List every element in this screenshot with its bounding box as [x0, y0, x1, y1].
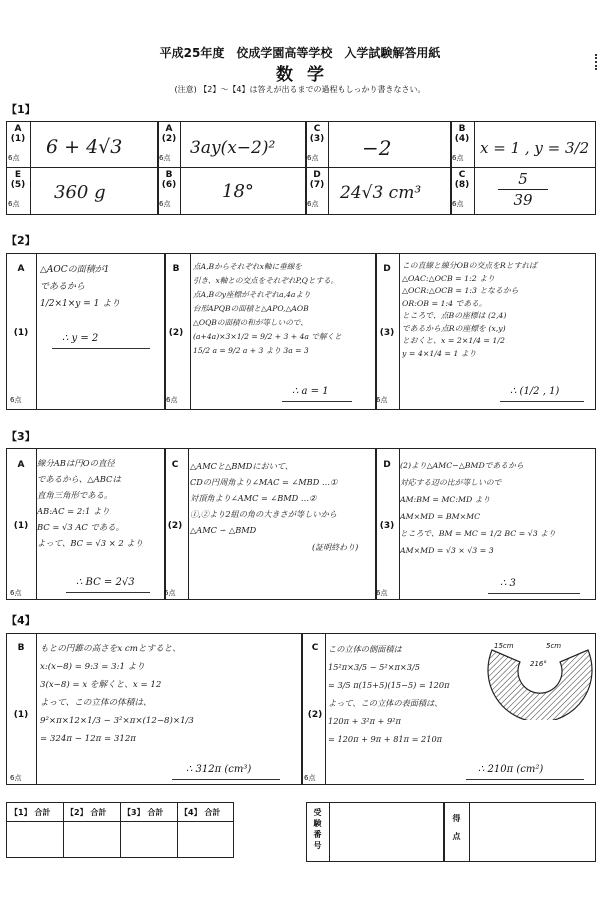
q1-4-points: 6点: [452, 154, 464, 162]
exam-number-field[interactable]: [330, 803, 442, 860]
instructions-note: (注意) 【2】〜【4】は答えが出るまでの過程もしっかり書きなさい。: [174, 85, 426, 94]
q4-2-final-answer: ∴ 210π (cm²): [478, 764, 544, 775]
q1-2-grade: A: [165, 124, 173, 134]
q4-1-final-underline: [172, 779, 280, 780]
q1-7-points: 6点: [307, 200, 319, 208]
q3-3-grade: D: [383, 460, 391, 470]
q1-8-points: 6点: [452, 200, 464, 208]
q4-2-number: (2): [307, 710, 323, 720]
q3-2-work: △AMCと△BMDにおいて、 CDの円周角より∠MAC = ∠MBD …① 対頂角より∠AMC = ∠BMD …② ①,②より2組の角の大きさが等しいから △AMC ∽ △BMD: [190, 461, 338, 535]
q1-4-label: [450, 124, 474, 163]
q1-7-label: [305, 170, 329, 209]
q1-4-number: (4): [454, 134, 470, 144]
q1-8-grade: C: [458, 170, 466, 180]
q3-3-work: (2)より△AMC∽△BMDであるから 対応する辺の比が等しいので AM:BM = MC:MD より AM×MD = BM×MC ところで、BM = MC = 1/2 BC = √3 より AM×MD = √3 × √3 = 3: [400, 461, 556, 555]
q1-5-number: (5): [10, 180, 26, 190]
subject-title: 数学: [276, 65, 338, 85]
q2-1-work: △AOCの面積が1 であるから 1/2×1×y = 1 より: [40, 265, 121, 309]
cone-net-label-angle: 216°: [530, 660, 547, 668]
q1-7-number: (7): [309, 180, 325, 190]
q1-8-fraction-bar: [498, 189, 548, 190]
q3-3-final-underline: [488, 593, 580, 594]
q1-1-grade: A: [14, 124, 22, 134]
page-edge-marks: [595, 54, 598, 70]
score-field[interactable]: [470, 803, 594, 860]
q1-8-denominator: 39: [513, 191, 533, 209]
q2-3-final-underline: [500, 401, 584, 402]
total-1-label: 【1】 合計: [10, 808, 51, 817]
q1-6-number: (6): [161, 180, 177, 190]
q2-3-points: 6点: [376, 396, 388, 404]
q2-1-final-underline: [52, 348, 150, 349]
q1-6-grade: B: [165, 170, 173, 180]
q2-3-grade: D: [383, 264, 391, 274]
section-3-label: 【3】: [6, 430, 36, 443]
q3-2-number: (2): [167, 521, 183, 531]
q3-1-final-underline: [66, 592, 150, 593]
q3-1-final-answer: ∴ BC = 2√3: [76, 577, 135, 588]
q4-1-final-answer: ∴ 312π (cm³): [186, 764, 252, 775]
section-2-label: 【2】: [6, 234, 36, 247]
q1-8-label: [450, 170, 474, 209]
q4-2-work: この立体の側面積は 15²π×3/5 − 5²×π×3/5 = 3/5 π(15+5)(15−5) = 120π よって、この立体の表面積は、 120π + 3²π + 9²π = 120π + 9π + 81π = 210π: [328, 644, 450, 744]
q4-2-points: 6点: [304, 774, 316, 782]
exam-number-label: 受験番号: [313, 808, 322, 852]
q2-1-number: (1): [13, 328, 29, 338]
q2-3-number: (3): [379, 328, 395, 338]
q2-2-work: 点A,Bからそれぞれx軸に垂線を 引き、x軸との交点をそれぞれP,Qとする。 点A,Bのy座標がそれぞれa,4aより 台形APQBの面積と△APO,△AOB △OQBの面積の和が等しいので、 (a+4a)×3×1/2 = 9/2 + 3 + 4a で解くと 15/2 a = 9/2 a + 3 より 3a = 3: [193, 262, 342, 355]
q2-2-grade: B: [172, 264, 180, 274]
q3-1-grade: A: [17, 460, 25, 470]
q1-1-points: 6点: [8, 154, 20, 162]
cone-net-sketch: [478, 636, 594, 720]
q3-3-final-answer: ∴ 3: [500, 578, 516, 589]
q3-3-number: (3): [379, 521, 395, 531]
q4-2-grade: C: [311, 643, 319, 653]
q2-1-grade: A: [17, 264, 25, 274]
q1-2-points: 6点: [159, 154, 171, 162]
q1-3-number: (3): [309, 134, 325, 144]
total-2-label: 【2】 合計: [66, 808, 107, 817]
q1-5-points: 6点: [8, 200, 20, 208]
exam-title: 平成25年度 佼成学園高等学校 入学試験解答用紙: [159, 46, 441, 60]
q1-5-answer: 360 g: [54, 182, 106, 203]
q1-5-label: [6, 170, 30, 209]
q1-6-answer: 18°: [222, 181, 254, 202]
q1-1-answer: 6 + 4√3: [46, 136, 123, 158]
q3-1-number: (1): [13, 521, 29, 531]
q1-2-label: [157, 124, 181, 163]
q1-6-points: 6点: [159, 200, 171, 208]
cone-net-label-r1: 15cm: [494, 642, 514, 650]
total-1-field[interactable]: [7, 821, 62, 857]
q1-8-number: (8): [454, 180, 470, 190]
section-1-label: 【1】: [6, 103, 36, 116]
section-4-label: 【4】: [6, 614, 36, 627]
q1-1-label: [6, 124, 30, 163]
q2-2-final-answer: ∴ a = 1: [292, 386, 329, 397]
q3-2-proof-end: (証明終わり): [312, 543, 359, 552]
score-label: 得点: [452, 814, 461, 850]
q3-2-points: 6点: [164, 589, 176, 597]
q1-3-answer: −2: [362, 136, 392, 160]
q2-2-final-underline: [282, 401, 352, 402]
q2-1-points: 6点: [10, 396, 22, 404]
q1-6-label: [157, 170, 181, 209]
q3-1-points: 6点: [10, 589, 22, 597]
total-2-field[interactable]: [63, 821, 118, 857]
q1-2-answer: 3ay(x−2)²: [190, 138, 276, 158]
q1-7-grade: D: [313, 170, 321, 180]
q3-1-work: 線分ABは円Oの直径 であるから、△ABCは 直角三角形である。 AB:AC = 2:1 より BC = √3 AC である。 よって、BC = √3 × 2 より: [37, 458, 144, 548]
q2-3-work: この直線と線分OBの交点をRとすれば △OAC:△OCB = 1:2 より △OCR:△OCB = 1:3 となるから OR:OB = 1:4 である。 ところで、点Bの座標は (2,4) であるから点Rの座標を (x,y) とおくと、x = 2×1/4 = 1/2 y = 4×1/4 = 1 より: [402, 261, 537, 358]
q1-5-grade: E: [14, 170, 22, 180]
q1-4-answer: x = 1 , y = 3/2: [480, 139, 590, 157]
q1-4-grade: B: [458, 124, 466, 134]
q4-1-number: (1): [13, 710, 29, 720]
total-4-field[interactable]: [177, 821, 232, 857]
cone-net-label-r2: 5cm: [546, 642, 562, 650]
q4-1-grade: B: [17, 643, 25, 653]
q4-2-final-underline: [466, 779, 584, 780]
q1-1-number: (1): [10, 134, 26, 144]
q1-3-label: [305, 124, 329, 163]
q2-2-number: (2): [168, 328, 184, 338]
total-4-label: 【4】 合計: [180, 808, 221, 817]
q1-3-grade: C: [313, 124, 321, 134]
q3-3-points: 6点: [376, 589, 388, 597]
q4-1-points: 6点: [10, 774, 22, 782]
q1-8-numerator: 5: [518, 170, 528, 188]
q3-2-grade: C: [171, 460, 179, 470]
q1-7-answer: 24√3 cm³: [340, 183, 422, 203]
q4-1-work: もとの円錐の高さをx cmとすると、 x:(x−8) = 9:3 = 3:1 より 3(x−8) = x を解くと、x = 12 よって、この立体の体積は、 9²×π×12×1/3 − 3²×π×(12−8)×1/3 = 324π − 12π = 312π: [40, 644, 194, 744]
q1-2-number: (2): [161, 134, 177, 144]
q2-3-final-answer: ∴ (1/2 , 1): [510, 386, 560, 397]
q2-1-final-answer: ∴ y = 2: [62, 333, 99, 344]
q2-2-points: 6点: [166, 396, 178, 404]
total-3-field[interactable]: [120, 821, 175, 857]
q1-8-answer: [498, 170, 548, 209]
total-3-label: 【3】 合計: [123, 808, 164, 817]
q1-3-points: 6点: [307, 154, 319, 162]
